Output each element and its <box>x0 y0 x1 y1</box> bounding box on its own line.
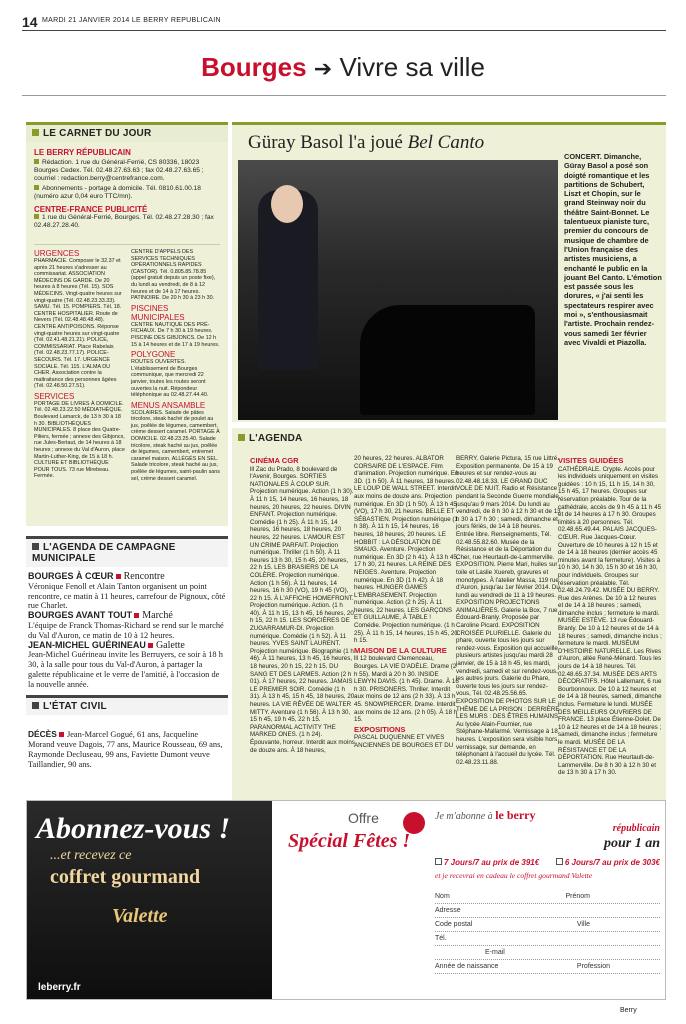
field-annee[interactable]: Année de naissance <box>435 963 499 970</box>
piscines-text: CENTRE NAUTIQUE DES PRÉ-FICHAUX. De 7 h 30 à 19 heures. PISCINE DES GIBJONCS. De 12 h 15 à 14 heures et de 17 à 19 heures. <box>130 321 220 348</box>
agenda-col-2: 20 heures, 22 heures. ALBATOR CORSAIRE DE L'ESPACE. Film d'animation. Projection numérique. En 3D. (1 h 50). À 11 heures, 18 heures. LE LOUP DE WALL STREET. Interdit aux moins de douze ans. Projection numérique. En 3D (1 h 50). À 13 h 45 (VO), 17 h 30, 21 heures. BELLE ET SÉBASTIEN. Projection numérique (1 h 38). À 11 h 15, 14 heures, 16 heures, 18 heures, 20 heures. LE HOBBIT : LA DÉSOLATION DE SMAUG. Aventure. Projection numérique. En 3D (2 h 41). À 13 h 45, 17 h 30, 21 heures. LA REINE DES NEIGES. Aventure. Projection numérique. En 3D (1 h 42). À 18 heures. HUNGER GAMES L'EMBRASEMENT. Projection numérique. Action (2 h 25). À 11 heures, 22 heures. LES GARÇONS ET GUILLAUME, À TABLE ! Comédie. Projection numérique. (1 h 25). À 11 h 15, 14 heures, 15 h 45, 20 h 15. MAISON DE LA CULTURE lll 12 boulevard Clemenceau, Bourges. LA VIE D'ADÈLE. Drame (2 h 55). Mardi à 20 h 30. INSIDE LEWYN DAVIS. (1 h 45). Drame. À 16 h 30. PRISONERS. Thriller. Interdit aux moins de 12 ans (2 h 33). À 13 h 45. SNOWPIERCER. Drame. Interdit aux moins de 12 ans. (2 h 05). À 18 h 15. EXPOSITIONS PASCAL DUQUENNE ET VIVES ANCIENNES DE BOURGES ET DU <box>354 455 459 749</box>
menus-text: SCOLAIRES. Salade de pâtes tricolore, steak haché de poulet au jus, poêlée de légumes, camembert, crème dessert caramel. PORTAGE À DOMICILE. 02.48.23.25.40. Salade tricolore, steak haché au jus, poêlée de légumes, camembert, entremet caramel maison. ALLÉGÉS EN SEL. Salade tricolore, steak haché au jus, poêlée de légumes, saint-paulin sans sel, crème dessert caramel. <box>130 409 220 482</box>
article-title: Güray Basol l'a joué Bel Canto <box>248 132 485 153</box>
title-city: Bourges <box>201 52 307 82</box>
carnet-du-jour <box>26 122 228 488</box>
field-profession[interactable]: Profession <box>576 963 610 970</box>
ad-brand-logo: leberry.fr <box>38 982 81 993</box>
square-icon <box>32 129 39 136</box>
services-title: SERVICES <box>34 391 75 401</box>
valette-logo: Valette <box>112 905 168 927</box>
pub-title: CENTRE-FRANCE PUBLICITÉ <box>34 205 148 214</box>
etat-title: L'ÉTAT CIVIL <box>26 695 228 715</box>
paper-name: LE BERRY RÉPUBLICAIN <box>34 148 131 157</box>
ad-offer: Offre Spécial Fêtes ! <box>288 810 411 852</box>
urgences-text: PHARMACIE. Composer le 32.37 et après 21 heures s'adresser au commissariat. ASSOCIATION MÉDECINS DE GARDE. De 20 heures à 8 heures (Tél. 15). SOS MÉDECINS. Vingt-quatre heures sur vingt-quatre (Tél. 02.48.23.33.33). SAMU. Tél. 15. POMPIERS. Tél. 18. CENTRE HOSPITALIER. Route de Nevers (Tél. 02.48.48.48.48). CENTRE ANTIPOISONS. Réponse vingt-quatre heures sur vingt-quatre (Tél. 02.41.48.21.21). POLICE, COMMISSARIAT. Place Rabelais (Tél. 02.48.23.77.17). POLICE-SECOURS. Tél. 17. URGENCE SOCIALE. Tél. 115. L'ALMA DU CHER. Association contre la maltraitance des personnes âgées (Tél. 02.48.50.27.51). <box>34 258 122 390</box>
field-ville[interactable]: Ville <box>576 921 590 928</box>
square-icon <box>238 434 245 441</box>
ad-sub2: coffret gourmand <box>50 866 201 888</box>
field-code-postal[interactable]: Code postal <box>435 921 473 928</box>
agenda-title: L'AGENDA <box>232 430 666 447</box>
menus-title: MENUS ANSAMBLE <box>130 400 206 410</box>
piscines-title: PISCINES MUNICIPALES <box>130 303 185 322</box>
page-title <box>0 52 686 83</box>
campagne-text: L'équipe de Franck Thomas-Richard se rend sur le marché du Val d'Auron, ce matin de 10 à 12 heures. <box>28 620 224 640</box>
bullet-icon <box>148 643 153 648</box>
urgences-title: URGENCES <box>34 249 80 258</box>
campagne-text: Véronique Fenoll et Alain Tanton organisent un point rencontre, ce matin à 11 heures, carrefour de Pignoux, côté rue Charlet. <box>28 581 226 611</box>
date-line: MARDI 21 JANVIER 2014 LE BERRY REPUBLICAIN <box>42 17 221 24</box>
bullet-icon <box>116 574 121 579</box>
bullet-icon <box>34 159 39 164</box>
header-rule <box>22 30 666 31</box>
abonnements-text: Abonnements - portage à domicile. Tél. 0810.61.00.18 (numéro azur 0,04 euro TTC/mn). <box>34 185 201 200</box>
etat-text: DÉCÈS Jean-Marcel Gogué, 61 ans, Jacqueline Morand veuve Dagois, 77 ans, Maurice Rousseau, 69 ans, Raymonde Decluseau, 99 ans, Faviette Dumont veuve Taillandier, 90 ans. <box>28 729 223 769</box>
square-icon <box>32 543 39 550</box>
field-nom[interactable]: Nom <box>435 893 450 900</box>
article-text: CONCERT. Dimanche, Güray Basol a posé son doigté romantique et les partitions de Schubert, Liszt et Chopin, sur le grand Steinway noir du théâtre Saint-Bonnet. Le talentueux pianiste turc, premier du concours de musique de chambre de l'Union française des artistes musiciens, a enchanté le public en la jouant Bel Canto. L'émotion est passée sous les dorures, « j'ai senti les spectateurs respirer avec moi », s'enthousiasmait l'artiste. Prochain rendez-vous samedi 1er février avec Vivaldi et Piazolla. <box>564 152 662 347</box>
appels-text: CENTRE D'APPELS DES SERVICES TECHNIQUES OPÉRATIONNELS RAPIDES (CASTOR). Tél. 0.805.85.78.85 (appel gratuit depuis un poste fixe), du lundi au vendredi, de 8 à 12 heures et de 14 à 17 heures. PATINOIRE. De 20 h 30 à 23 h 30. <box>130 249 216 302</box>
title-rest: Vivre sa ville <box>339 52 485 82</box>
campagne-item: BOURGES À CŒUR Rencontre <box>28 571 165 582</box>
services-text: PORTAGE DE LIVRES À DOMICILE. Tél. 02.48.23.22.50 MÉDIATHÈQUE. Boulevard Lamarck, de 13 h 30 à 18 h 30. BIBLIOTHÈQUES MUNICIPALES. 8 place des Quatre-Piliers, fermée ; annexe des Gibjoncs, rue Jules-Bertaut, de 14 heures à 18 heures ; annexe du Val d'Auron, place Martin-Luther-King, de 15 à 18 h. CULTURE ET BIBLIOTHÈQUE POUR TOUS. 73 rue Mirebeau. Fermée. <box>34 400 125 480</box>
agenda-col-4: VISITES GUIDÉES CATHÉDRALE. Crypte. Accès pour les individuels uniquement en visites guidées : 10 h 15, 11 h 15, 14 h 30, 15 h 45, 17 heures. Groupes sur réservation préalable. Tour de la cathédrale, accès de 9 h 45 à 11 h 45 et de 14 heures à 17 h 30. Groupes limités à 20 personnes. Tél. 02.48.65.49.44. PALAIS JACQUES-CŒUR. Rue Jacques-Cœur. Ouverture de 10 heures à 12 h 15 et de 14 à 18 heures (dernier accès 45 minutes avant la fermeture). Visites à 10 h 30, 14 h 30, 15 h 30 et 16 h 30, pour individuels. Groupes sur réservation préalable. Tél. 02.48.24.79.42. MUSÉE DU BERRY. Rue des Arènes. De 10 à 12 heures et de 14 à 18 heures ; samedi, dimanche inclus ; fermeture le mardi. MUSÉE ESTÈVE. 13 rue Édouard-Branly. De 10 à 12 heures et de 14 à 18 heures ; samedi, dimanche inclus ; fermeture le mardi. MUSÉUM D'HISTOIRE NATURELLE. Les Rives d'Auron, allée René-Ménard. Tous les jours de 14 à 18 heures. Tél. 02.48.65.37.34. MUSÉE DES ARTS DÉCORATIFS. Hôtel Lallemant, 6 rue Bourbonnoux. De 10 à 12 heures et de 14 à 18 heures, samedi, dimanche inclus. Fermeture le lundi. MUSÉE DES MEILLEURS OUVRIERS DE FRANCE. 13 place Étienne-Dolet. De 10 à 12 heures et de 14 à 18 heures ; samedi, dimanche inclus ; fermeture le mardi. MUSÉE DE LA RÉSISTANCE ET DE LA DÉPORTATION. Rue Heurtault-de-Lammerville. De 8 h 30 à 12 h 30 et de 13 h 30 à 17 h 30. <box>558 456 662 777</box>
carnet-content <box>26 142 228 488</box>
title-rule <box>22 95 666 96</box>
polygone-text: ROUTES OUVERTES. L'établissement de Bourges communique, que mercredi 22 janvier, toutes les routes seront ouvertes la nuit. Répondeur téléphonique au 02.48.27.44.40. <box>130 359 209 399</box>
page-number: 14 <box>22 14 38 30</box>
footer-text: Berry <box>620 1007 637 1014</box>
subscription-form: Je m'abonne à le berry républicain pour 1 an 7 Jours/7 au prix de 391€ 6 Jours/7 au prix de 303€ et je recevrai en cadeau le coffret gourmand Valette Nom Prénom Adresse Code postal Ville Tél. E-mail Année de naissance Profession <box>435 808 660 974</box>
bullet-icon <box>34 185 39 190</box>
campagne-text: Jean-Michel Guérineau invite les Berruyers, ce soir à 18 h 30, à la salle pour tous du Val-d'Auron, à partager la galette républicaine et le verre de l'amitié, à l'occasion de la nouvelle année. <box>28 650 223 689</box>
campagne-item: JEAN-MICHEL GUÉRINEAU Galette <box>28 639 185 651</box>
polygone-title: POLYGONE <box>130 350 176 360</box>
pub-text: 1 rue du Général-Ferrié, Bourges. Tél. 02.48.27.28.30 ; fax 02.48.27.28.40. <box>34 214 214 229</box>
bullet-icon <box>134 613 139 618</box>
campagne-item: BOURGES AVANT TOUT Marché <box>28 610 173 622</box>
agenda-col-3: BERRY. Galerie Pictura, 15 rue Littré. Exposition permanente. De 15 à 19 heures et sur rendez-vous au 02.48.48.18.33. LE GRAND DUC VOLE DE NUIT. Radio et Résistance pendant la Seconde Guerre mondiale, jusqu'au 9 mars 2014. Du lundi au vendredi, de 8 h 30 à 12 h 30 et de 13 h 30 à 17 h 30 ; samedi, dimanche et jours fériés, de 14 à 18 heures. Entrée libre. Renseignements, Tél. 02.48.55.82.60. Musée de la Résistance et de la Déportation du Cher, rue Heurtault-de-Lammerville. EXPOSITION. Pierre Mari, huiles sur toile et Laslie Xuereb, gravures et monotypes. À l'atelier Massa, 119 rue d'Auron, jusqu'au 1er février 2014. Du lundi au vendredi de 11 à 19 heures. EXPOSITION PROJECTIONS ANIMALIÈRES. Galerie la Box, 7 rue Édouard-Branly. Proposée par Caroline Picard. EXPOSITION CROISÉE PLURIELLE. Galerie du phare, ouverte tous les jours sur rendez-vous. Exposition qui accueille plusieurs artistes jusqu'au mardi 28 janvier, de 15 à 18 h 45, les mardi, vendredi, samedi et sur rendez-vous, les autres jours. Galerie du Phare, ouverte tous les jours sur rendez-vous, Tél. 02.48.25.56.65. EXPOSITION DE PHOTOS SUR LE THÈME DE LA PRISON : DERRIÈRE LES MURS : DES ÊTRES HUMAINS. Au lycée Alain-Fournier, rue Stéphane-Mallarmé. Vernissage à 18 heures. L'exposition sera visible hors vernissage, sur demande, en téléphonant à l'accueil du lycée. Tél. 02.48.23.11.88. <box>456 455 561 766</box>
ad-sub1: ...et recevez ce <box>50 848 132 863</box>
agenda-header <box>232 430 666 447</box>
ad-headline: Abonnez-vous ! <box>36 812 231 845</box>
ad-red-tag <box>403 812 425 834</box>
face-shape <box>271 185 303 223</box>
field-email[interactable]: E-mail <box>435 946 660 960</box>
bullet-icon <box>59 732 64 737</box>
square-icon <box>32 702 39 709</box>
field-adresse[interactable]: Adresse <box>435 904 660 918</box>
bullet-icon <box>34 214 39 219</box>
carnet-title: LE CARNET DU JOUR <box>26 122 228 142</box>
option-6-jours[interactable]: 6 Jours/7 au prix de 303€ <box>556 858 660 867</box>
field-tel[interactable]: Tél. <box>435 932 660 946</box>
campagne-title: L'AGENDA DE CAMPAGNE MUNICIPALE <box>26 536 228 567</box>
piano-shape <box>360 305 535 415</box>
option-7-jours[interactable]: 7 Jours/7 au prix de 391€ <box>435 858 539 867</box>
agenda-col-1: CINÉMA CGR lll Zac du Prado, 8 boulevard de l'Avenir, Bourges. SORTIES NATIONALES À COUP SUR. Projection numérique. Action (1 h 30). À 11 h 15, 14 heures, 16 heures, 18 heures, 20 heures, 22 heures. DIVIN ENFANT. Projection numérique. Comédie (1 h 25). À 11 h 15, 14 heures, 16 heures, 18 heures, 20 heures, 22 heures. L'AMOUR EST UN CRIME PARFAIT. Projection numérique. Thriller (1 h 50). À 11 heures 13 h 30, 15 h 45, 20 heures, 22 h 15. LES BRASIERS DE LA COLÈRE. Projection numérique. Action (1 h 56). À 11 heures, 14 heures, 16 h 30 (VO), 19 h 45 (VO), 22 h 15. À L'AFFICHE HOMEFRONT. Projection numérique. Action. (1 h 40). À 11 h 15, 13 h 45, 16 heures, 20 h 15, 22 h 15. LES SORCIÈRES DE ZUGARRAMUR-DI. Projection numérique. Comédie (1 h 52). À 11 heures. YVES SAINT LAURENT. Projection numérique. Biographie (1 h 46). À 11 heures, 13 h 45, 16 heures, 18 heures, 20 h 15, 22 h 15. DU SANG ET DES LARMES. Action (2 h 01). À 17 heures, 22 heures. JAMAIS LE PREMIER SOIR. Comédie (1 h 31). À 13 h 45, 15 h 45, 18 heures, 20 heures. LA VIE RÊVÉE DE WALTER MITTY. Aventure (1 h 56). À 13 h 30, 15 h 45, 19 h 45, 22 h 15. PARANORMAL ACTIVITY THE MARKED ONES. (1 h 24). Épouvante, horreur. Interdit aux moins de douze ans. À 18 heures, <box>250 456 355 754</box>
arrow-icon: ➔ <box>313 56 333 81</box>
redaction-text: Rédaction. 1 rue du Général-Ferrié, CS 80336, 18023 Bourges Cedex. Tél. 02.48.27.63.63 ; fax 02.48.27.63.65 ; courriel : redaction.berry@centrefrance.com. <box>34 159 204 182</box>
etat-civil <box>26 695 228 770</box>
agenda-campagne <box>26 536 228 695</box>
cadeau-text: et je recevrai en cadeau le coffret gourmand Valette <box>435 871 593 880</box>
field-prenom[interactable]: Prénom <box>565 893 590 900</box>
